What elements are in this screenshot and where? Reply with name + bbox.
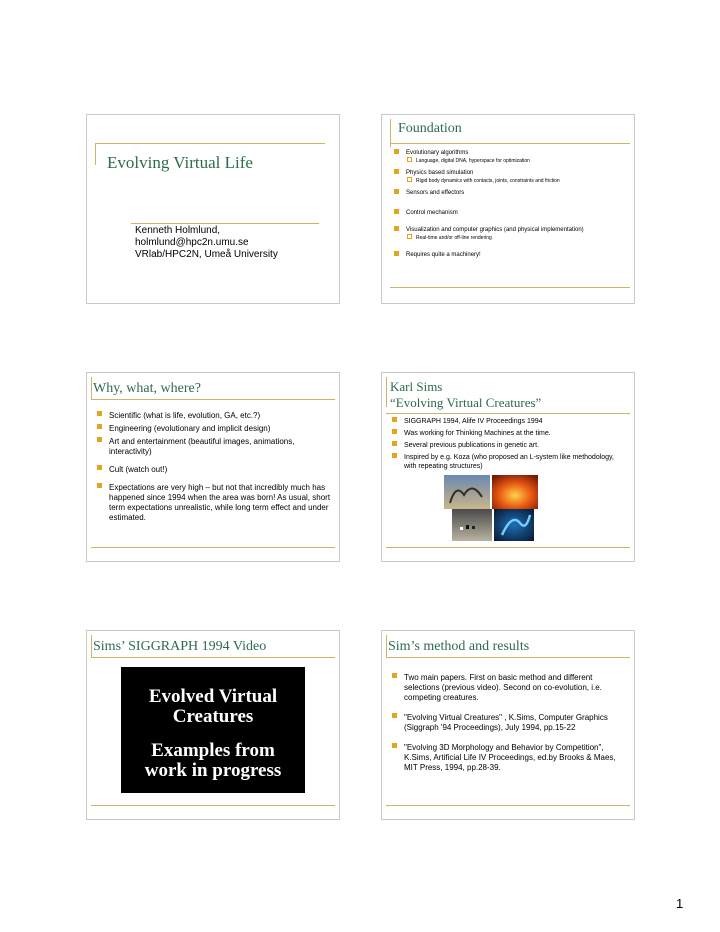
slide-foundation bbox=[381, 114, 635, 304]
title-rule-vertical bbox=[91, 635, 92, 657]
creature-image-2 bbox=[492, 475, 538, 509]
list-item: Was working for Thinking Machines at the time. bbox=[392, 429, 626, 438]
slide-heading: Foundation bbox=[398, 121, 462, 136]
footer-rule bbox=[386, 547, 630, 548]
list-item: "Evolving 3D Morphology and Behavior by Competition", K.Sims, Artificial Life IV Proceedings, ed.by Brooks & Maes, MIT Press, 1994, pp.28-39. bbox=[392, 743, 622, 773]
heading-line-2: “Evolving Virtual Creatures” bbox=[390, 395, 542, 410]
author-rule bbox=[131, 223, 319, 224]
author-name: Kenneth Holmlund, bbox=[135, 225, 221, 236]
heading-rule bbox=[91, 399, 335, 400]
list-item bbox=[394, 251, 626, 259]
author-affiliation: VRlab/HPC2N, Umeå University bbox=[135, 249, 278, 260]
slide-karl-sims bbox=[381, 372, 635, 562]
karl-sims-list bbox=[392, 417, 626, 471]
video-frame[interactable] bbox=[121, 667, 305, 793]
video-title-line-2: Creatures bbox=[172, 706, 254, 727]
slide-method-results bbox=[381, 630, 635, 820]
list-item: Cult (watch out!) bbox=[97, 465, 331, 475]
slide-why-what-where bbox=[86, 372, 340, 562]
slide-heading: Why, what, where? bbox=[93, 381, 201, 396]
foundation-list bbox=[394, 149, 626, 259]
video-subtitle-line-2: work in progress bbox=[144, 760, 282, 781]
slide-siggraph-video bbox=[86, 630, 340, 820]
list-item bbox=[394, 209, 626, 217]
item-text: Visualization and computer graphics (and physical implementation) bbox=[406, 227, 584, 233]
sub-item: Real-time and/or off-line rendering bbox=[406, 234, 626, 242]
footer-rule bbox=[386, 805, 630, 806]
footer-rule bbox=[91, 547, 335, 548]
creature-image-4 bbox=[494, 509, 534, 541]
title-rule bbox=[95, 143, 325, 144]
method-list bbox=[392, 673, 622, 773]
item-text: Control mechanism bbox=[406, 210, 458, 216]
item-text: Requires quite a machinery! bbox=[406, 252, 481, 258]
heading-rule bbox=[386, 413, 630, 414]
list-item: Expectations are very high – but not that incredibly much has happened since 1994 when the area was born! As usual, short term expectations unrealistic, while long term effect and under estimated. bbox=[97, 483, 331, 523]
list-item bbox=[394, 226, 626, 242]
list-item bbox=[394, 149, 626, 165]
video-title-line-1: Evolved Virtual bbox=[148, 686, 278, 707]
list-item: Several previous publications in genetic art. bbox=[392, 441, 626, 450]
sub-item: Rigid body dynamics with contacts, joints, constraints and friction bbox=[406, 177, 626, 185]
list-item: Art and entertainment (beautiful images, animations, interactivity) bbox=[97, 437, 331, 457]
author-block bbox=[135, 225, 278, 261]
heading-rule bbox=[390, 143, 630, 144]
author-email: holmlund@hpc2n.umu.se bbox=[135, 237, 249, 248]
creatures-image-collage bbox=[442, 473, 542, 543]
why-list bbox=[97, 411, 331, 523]
heading-rule bbox=[386, 657, 630, 658]
list-item: Scientific (what is life, evolution, GA, etc.?) bbox=[97, 411, 331, 421]
creature-image-3 bbox=[452, 509, 492, 541]
slide-heading: Sims’ SIGGRAPH 1994 Video bbox=[93, 639, 267, 654]
title-rule-vertical bbox=[91, 377, 92, 399]
page-number: 1 bbox=[676, 896, 684, 911]
list-item: SIGGRAPH 1994, Alife IV Proceedings 1994 bbox=[392, 417, 626, 426]
slide-title-text: Evolving Virtual Life bbox=[107, 153, 253, 172]
item-text: Evolutionary algorithms bbox=[406, 150, 469, 156]
title-rule-vertical bbox=[95, 143, 96, 165]
sub-item: Language, digital DNA, hyperspace for optimization bbox=[406, 157, 626, 165]
list-item bbox=[394, 189, 626, 197]
heading-line-1: Karl Sims bbox=[390, 379, 443, 394]
footer-rule bbox=[91, 805, 335, 806]
list-item: Inspired by e.g. Koza (who proposed an L-system like methodology, with repeating structures) bbox=[392, 453, 626, 471]
video-subtitle-line-1: Examples from bbox=[151, 740, 275, 761]
slide-heading bbox=[390, 379, 541, 411]
slide-title bbox=[86, 114, 340, 304]
heading-rule bbox=[91, 657, 335, 658]
item-text: Physics based simulation bbox=[406, 170, 474, 176]
title-rule-vertical bbox=[386, 377, 387, 407]
item-text: Sensors and effectors bbox=[406, 190, 465, 196]
list-item: "Evolving Virtual Creatures" , K.Sims, Computer Graphics (Siggraph '94 Proceedings), July 1994, pp.15-22 bbox=[392, 713, 622, 733]
list-item bbox=[394, 169, 626, 185]
list-item: Two main papers. First on basic method and different selections (previous video). Second on co-evolution, i.e. competing creatures. bbox=[392, 673, 622, 703]
title-rule-vertical bbox=[386, 635, 387, 657]
list-item: Engineering (evolutionary and implicit design) bbox=[97, 424, 331, 434]
slide-heading: Sim’s method and results bbox=[388, 639, 530, 654]
footer-rule bbox=[390, 287, 630, 288]
